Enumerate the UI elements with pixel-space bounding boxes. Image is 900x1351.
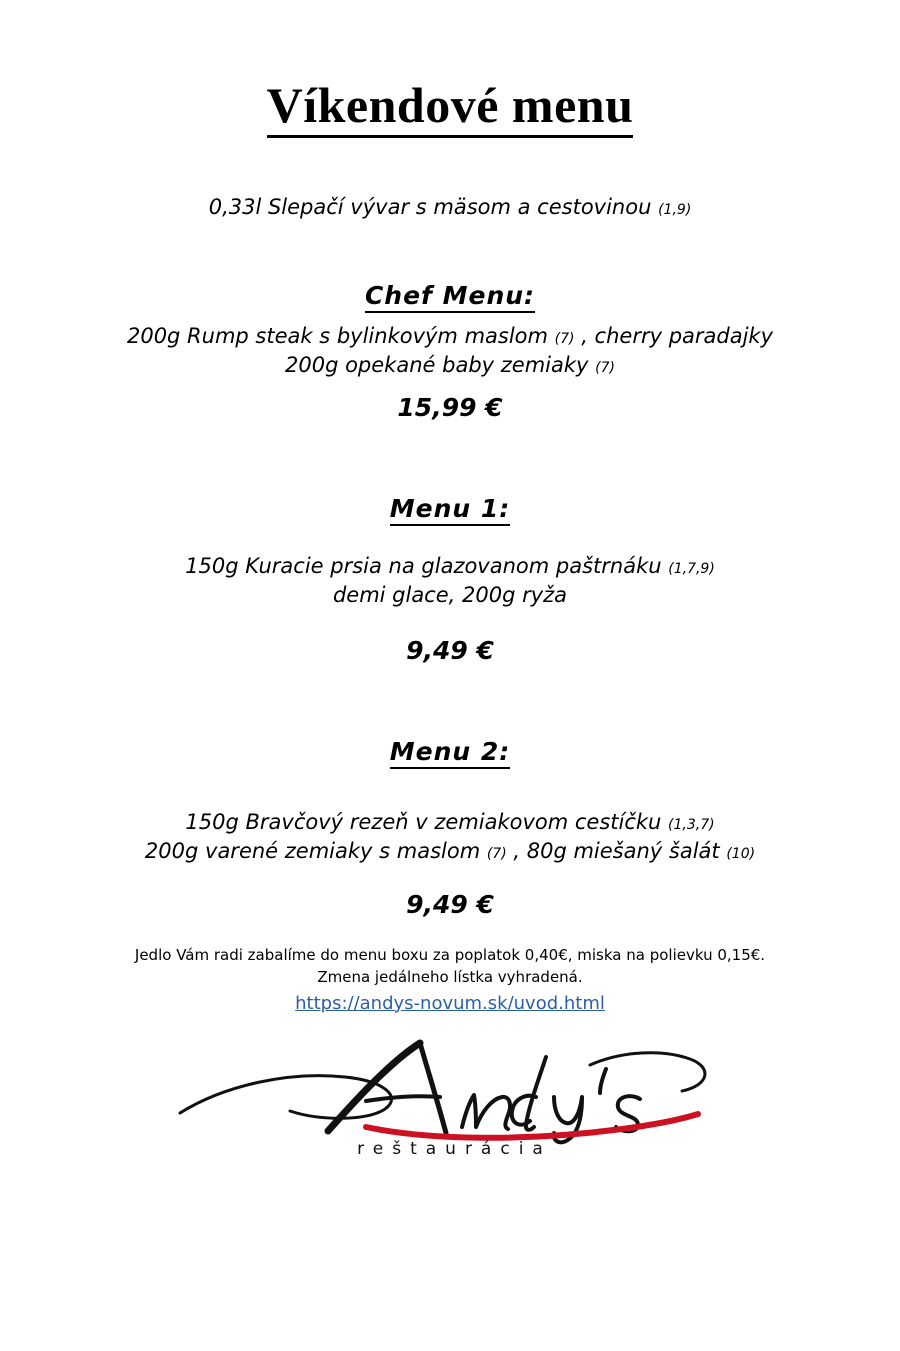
section-heading-menu-1 (60, 494, 840, 526)
footer-note-line-1: Jedlo Vám radi zabalíme do menu boxu za poplatok 0,40€, miska na polievku 0,15€. (134, 946, 766, 965)
chef-menu-price: 15,99 € (397, 392, 503, 422)
footer-note-line-2: Zmena jedálneho lístka vyhradená. (317, 967, 583, 986)
soup-line (60, 194, 840, 221)
logo-subtitle: reštaurácia (357, 1138, 552, 1159)
soup-allergens: (1,9) (658, 202, 692, 218)
menu-2-line-1 (60, 809, 840, 836)
menu-2-line-1-allergens: (1,3,7) (668, 817, 715, 834)
menu-1-line-1 (60, 553, 840, 580)
page-title-text: Víkendové menu (267, 78, 634, 138)
chef-menu-line-2-allergens: (7) (595, 359, 615, 376)
chef-menu-line-1-text-after: , cherry paradajky (581, 323, 774, 348)
chef-menu-line-2 (60, 352, 840, 379)
chef-menu-line-2-text: 200g opekané baby zemiaky (285, 352, 589, 377)
menu-1-line-1-text: 150g Kuracie prsia na glazovanom paštrnáku (185, 553, 662, 578)
chef-menu-line-1 (60, 323, 840, 350)
section-heading-menu-2 (60, 737, 840, 769)
menu-1-line-1-allergens: (1,7,9) (668, 560, 715, 577)
menu-page (0, 78, 900, 1351)
menu-2-line-2-allergens-2: (10) (726, 846, 756, 863)
footer-notes (60, 945, 840, 1017)
chef-menu-line-1-text: 200g Rump steak s bylinkovým maslom (126, 323, 548, 348)
page-title (60, 78, 840, 138)
andys-wordmark-icon (170, 1035, 730, 1145)
chef-menu-line-1-allergens: (7) (554, 330, 575, 347)
menu-2-price: 9,49 € (406, 890, 494, 920)
soup-text: 0,33l Slepačí vývar s mäsom a cestovinou (208, 195, 652, 219)
menu-2-line-1-text: 150g Bravčový rezeň v zemiakovom cestíčku (185, 810, 662, 835)
menu-2-line-2-text-after: , 80g miešaný šalát (513, 839, 720, 864)
menu-1-line-2-text: demi glace, 200g ryža (332, 582, 568, 607)
menu-1-price: 9,49 € (406, 636, 494, 666)
website-link[interactable]: https://andys-novum.sk/uvod.html (295, 992, 605, 1014)
section-heading-chef-menu (60, 281, 840, 313)
menu-2-line-2-text: 200g varené zemiaky s maslom (144, 839, 481, 864)
menu-2-line-2-allergens: (7) (486, 846, 507, 863)
menu-2-line-2 (60, 838, 840, 865)
menu-1-line-2 (60, 582, 840, 609)
section-heading-menu-2-text: Menu 2: (390, 737, 511, 769)
section-heading-chef-menu-text: Chef Menu: (365, 281, 535, 313)
section-heading-menu-1-text: Menu 1: (390, 494, 511, 526)
restaurant-logo (60, 1035, 840, 1159)
